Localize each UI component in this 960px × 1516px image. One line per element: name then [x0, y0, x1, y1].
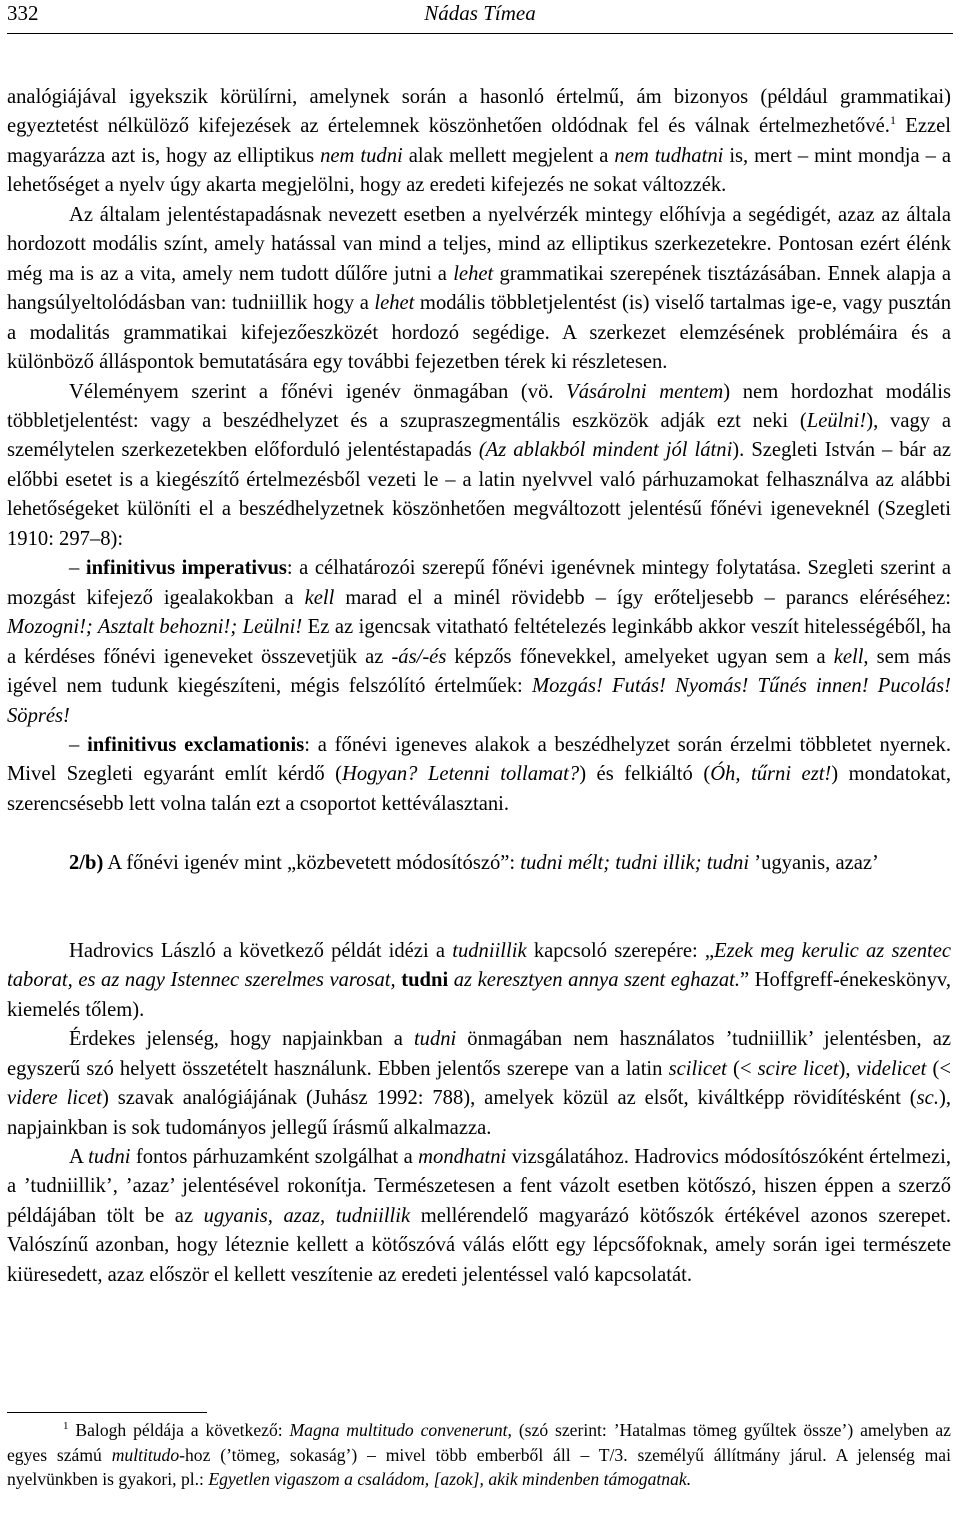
text-run: Véleményem szerint a főnévi igenév önmagában (vö. — [69, 380, 567, 403]
text-run: : a célhatározói szerepű főnévi igenévnek mintegy folytatása. Szegleti szerint a mozgást kifejező igealakokban a — [7, 557, 951, 609]
text-run: mellérendelő magyarázó kötőszók értékével azonos szerepet. Valószínű azonban, hogy léteznie kellett a kötőszóvá válás előtt egy lépcsőfoknak, amely során igei természete kiüresedett, azaz először el kellett veszítenie az eredeti jelentéssel való kapcsolatát. — [7, 1204, 951, 1286]
text-run: fontos párhuzamként szolgálhat a — [130, 1145, 419, 1168]
text-run: vizsgálatához. Hadrovics módosítószóként értelmezi, a ’tudniillik’, ’azaz’ jelentésével rokonítja. Természetesen a fent vázolt esetben kötőszó, hiszen éppen a szerző példájában tölt be az — [7, 1145, 951, 1227]
text-run: A — [69, 1145, 89, 1168]
text-run: grammatikai szerepének tisztázásában. Ennek alapja a hangsúlyeltolódásban van: tudniillik hogy a — [7, 262, 951, 315]
text-run: alak mellett megjelent a — [402, 144, 615, 167]
example-term: Mozogni!; Asztalt behozni!; Leülni! — [7, 616, 303, 639]
text-run: Ezzel magyarázza azt is, hogy az elliptikus — [7, 115, 952, 167]
example-term: tudni — [88, 1145, 131, 1168]
term-heading: infinitivus imperativus — [85, 557, 287, 580]
example-term: Hogyan? Letenni tollamat? — [341, 763, 580, 786]
text-run: Az általam jelentéstapadásnak nevezett esetben a nyelvérzék mintegy előhívja a segédigét, azaz az általa hordozott modális színt, amely hatással van mind a teljes, mind az elliptikus szerkezetekre. Pontosan ezért élénk még ma is az a vita, amely nem tudott dűlőre jutni a — [7, 203, 951, 285]
example-term: sc. — [916, 1087, 939, 1110]
paragraph-infinitivus-exclamationis — [7, 731, 951, 819]
example-term: tudni mélt; tudni illik; tudni — [520, 852, 750, 875]
paragraph-infinitivus-imperativus — [7, 554, 951, 731]
text-run: Érdekes jelenség, hogy napjainkban a — [69, 1028, 414, 1051]
term-heading: infinitivus exclamationis — [87, 733, 305, 756]
paragraph-3 — [7, 378, 951, 555]
text-run: ), vagy a személytelen szerkezetekben előforduló jelentéstapadás — [7, 409, 951, 462]
text-run: , (szó szerint: ’Hatalmas tömeg gyűltek össze’) amelyben az egyes számú — [7, 1420, 951, 1465]
example-term: lehet — [374, 292, 415, 315]
footnote-1 — [7, 1418, 951, 1492]
section-heading-2b — [7, 849, 951, 878]
emphasized-term: tudni — [401, 969, 449, 992]
example-term: tudni — [413, 1028, 457, 1051]
example-term: Magna multitudo convenerunt — [289, 1420, 508, 1440]
example-term: (Az ablakból mindent jól látni — [478, 439, 733, 462]
text-run: képzős főnevekkel, amelyeket ugyan sem a — [446, 645, 834, 668]
example-term: ugyanis, azaz, tudniillik — [203, 1204, 411, 1227]
text-run: modális többletjelentést (is) viselő tartalmas ige-e, vagy pusztán a modalitás grammatikai kifejezőeszközét hordozó segédige. A szerkezet elemzésének problémáira és a különböző álláspontok bemutatására egy további fejezetben térek ki részletesen. — [7, 292, 951, 374]
example-term: mondhatni — [418, 1145, 507, 1168]
text-run: ) szavak analógiájának (Juhász 1992: 788), amelyek közül az elsőt, kiváltképp rövidítésként ( — [102, 1087, 917, 1110]
text-run: A főnévi igenév mint „közbevetett módosítószó”: — [103, 852, 521, 875]
running-head-author: Nádas Tímea — [424, 1, 536, 25]
text-run: Balogh példája a következő: — [68, 1420, 290, 1440]
dash: – — [69, 557, 86, 580]
example-term: nem tudni — [320, 144, 403, 167]
text-run: -hoz (’tömeg, sokaság’) – mivel több emberből áll – T/3. személyű állítmány járul. A jelenség mai nyelvünkben is gyakori, pl.: — [7, 1444, 951, 1489]
text-run: ) és felkiáltó ( — [579, 763, 711, 786]
text-run: , sem más igével nem tudunk kiegészíteni, mégis felszólító értelműek: — [7, 645, 951, 698]
page-number: 332 — [7, 1, 39, 25]
example-term: Óh, tűrni ezt! — [710, 763, 832, 786]
example-term: -ás/-és — [391, 645, 447, 668]
paragraph-1 — [7, 83, 951, 201]
dash: – — [69, 733, 88, 756]
quoted-example: Ezek meg kerulic az szentec taborat, es az nagy Istennec szerelmes varosat, — [7, 939, 951, 992]
text-run: (< — [726, 1057, 758, 1080]
text-run: ) mondatokat, szerencsésebb lett volna talán ezt a csoportot kettéválasztani. — [7, 763, 952, 815]
example-term: Vásárolni mentem — [566, 380, 724, 403]
paragraph-9 — [7, 1143, 951, 1290]
text-run: ), — [838, 1057, 857, 1080]
example-term: videlicet — [856, 1057, 927, 1080]
example-term: videre licet — [7, 1087, 103, 1110]
paragraph-hadrovics-example — [7, 937, 951, 1025]
example-term: kell — [833, 645, 864, 668]
footnote-marker: 1 — [63, 1420, 69, 1432]
example-term: multitudo — [111, 1444, 180, 1465]
page-header — [7, 0, 953, 34]
text-run: (< — [926, 1057, 951, 1080]
footnote-ref[interactable]: 1 — [889, 113, 896, 128]
text-run: : a főnévi igeneves alakok a beszédhelyzet során érzelmi többletet nyernek. Mivel Szegleti egyaránt említ kérdő ( — [7, 733, 951, 786]
example-term: scilicet — [668, 1057, 727, 1080]
example-term: Egyetlen vigaszom a családom, [azok], akik mindenben támogatnak. — [208, 1469, 692, 1489]
text-run: ) nem hordozhat modális többletjelentést: vagy a beszédhelyzet és a szupraszegmentális eszközök adják ezt neki ( — [7, 380, 951, 432]
section-number: 2/b) — [69, 852, 104, 875]
text-run: ” Hoffgreff-énekeskönyv, kiemelés tőlem). — [7, 969, 952, 1021]
example-term: tudniillik — [452, 939, 527, 962]
text-run: Ez az igencsak vitatható feltételezés leginkább akkor veszít hitelességéből, ha a kérdéses főnévi igeneveket összevetjük az — [7, 616, 951, 668]
quoted-example: az keresztyen annya szent eghazat. — [453, 969, 740, 992]
example-term: kell — [304, 586, 335, 609]
example-term: Mozgás! Futás! Nyomás! Tűnés innen! Pucolás! Söprés! — [7, 675, 951, 727]
text-run: analógiájával igyekszik körülírni, amelynek során a hasonló értelmű, ám bizonyos (például grammatikai) egyeztetést nélkülöző kifejezések az értelemnek köszönhetően oldódnak fel és válnak értelmezhetővé. — [7, 86, 951, 138]
text-run: ’ugyanis, azaz’ — [749, 852, 879, 875]
text-run: Hadrovics László a következő példát idézi a — [69, 939, 453, 962]
paragraph-8 — [7, 1025, 951, 1143]
text-run: önmagában nem használatos ’tudniillik’ jelentésben, az egyszerű szó helyett összetételt használunk. Ebben jelentős szerepe van a latin — [7, 1028, 951, 1080]
paragraph-2 — [7, 201, 951, 378]
text-run: is, mert – mint mondja – a lehetőséget a nyelv úgy akarta megjelölni, hogy az eredeti kifejezés ne sokat változzék. — [7, 144, 952, 197]
example-term: nem tudhatni — [614, 144, 724, 167]
text-run: marad el a minél rövidebb – így erőteljesebb – parancs eléréséhez: — [334, 586, 952, 609]
text-run: ), napjainkban is sok tudományos jellegű írásmű alkalmazza. — [7, 1087, 951, 1139]
example-term: Leülni! — [806, 409, 867, 432]
example-term: lehet — [453, 262, 494, 285]
footnote-divider — [7, 1412, 207, 1413]
example-term: scire licet — [757, 1057, 839, 1080]
text-run: ). Szegleti István – bár az előbbi esetet is a kiegészítő értelmezésből vezeti le – a latin nyelvvel való párhuzamokat felhasználva az alábbi lehetőségeket különíti el a beszédhelyzetnek köszönhetően megváltozott jelentésű főnévi igeneveknél (Szegleti 1910: 297–8): — [7, 439, 951, 550]
text-run: kapcsoló szerepére: „ — [526, 939, 715, 962]
body-text — [7, 83, 951, 1290]
